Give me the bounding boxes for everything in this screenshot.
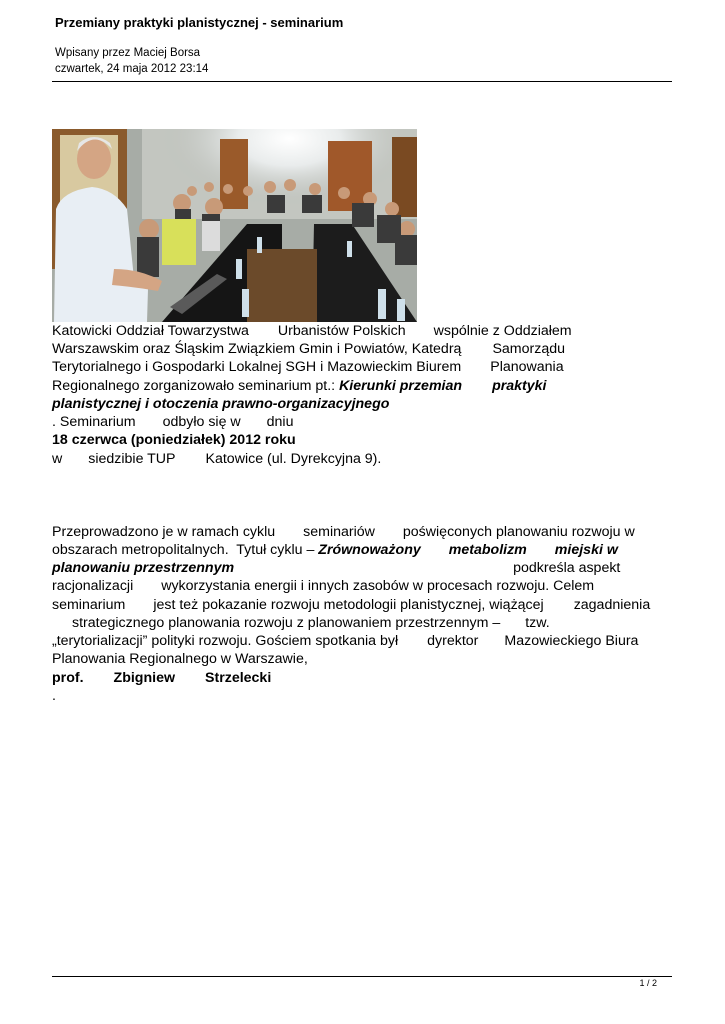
para1-line-8: w siedzibie TUP Katowice (ul. Dyrekcyjna 9). [52, 451, 382, 467]
header-divider [52, 81, 672, 82]
para1-line-2: Warszawskim oraz Śląskim Związkiem Gmin i Powiatów, Katedrą Samorządu [52, 341, 565, 357]
para2-line-2: obszarach metropolitalnych. Tytuł cyklu – Zrównoważony metabolizm miejski w [52, 542, 618, 558]
seminar-photo [52, 129, 417, 322]
para2-line-6: strategicznego planowania rozwoju z planowaniem przestrzennym – tzw. [72, 615, 550, 631]
para1-line-3: Terytorialnego i Gospodarki Lokalnej SGH i Mazowieckim Biurem Planowania [52, 359, 564, 375]
para2-line-4: racjonalizacji wykorzystania energii i innych zasobów w procesach rozwoju. Celem [52, 578, 595, 594]
para2-line-1: Przeprowadzono je w ramach cyklu seminariów poświęconych planowaniu rozwoju w [52, 524, 635, 540]
para1-line-4: Regionalnego zorganizowało seminarium pt.: Kierunki przemian praktyki [52, 378, 547, 394]
para2-line-3: planowaniu przestrzennym podkreśla aspekt [52, 560, 621, 576]
para2-line-5: seminarium jest też pokazanie rozwoju metodologii planistycznej, wiążącej zagadnienia [52, 597, 651, 613]
para1-line-7: 18 czerwca (poniedziałek) 2012 roku [52, 432, 296, 448]
date-line: czwartek, 24 maja 2012 23:14 [55, 63, 209, 75]
para1-line-1: Katowicki Oddział Towarzystwa Urbanistów Polskich wspólnie z Oddziałem [52, 323, 572, 339]
para1-line-5: planistycznej i otoczenia prawno-organizacyjnego [52, 396, 390, 412]
para2-line-9: prof. Zbigniew Strzelecki [52, 670, 272, 686]
page-number: 1 / 2 [639, 978, 657, 988]
para2-line-7: „terytorializacji” polityki rozwoju. Gościem spotkania był dyrektor Mazowieckiego Biura [52, 633, 639, 649]
page-title: Przemiany praktyki planistycznej - seminarium [55, 15, 344, 30]
para1-line-6: . Seminarium odbyło się w dniu [52, 414, 294, 430]
para2-line-10: . [52, 688, 56, 704]
footer-divider [52, 976, 672, 977]
para2-line-8: Planowania Regionalnego w Warszawie, [52, 651, 308, 667]
author-line: Wpisany przez Maciej Borsa [55, 47, 201, 59]
